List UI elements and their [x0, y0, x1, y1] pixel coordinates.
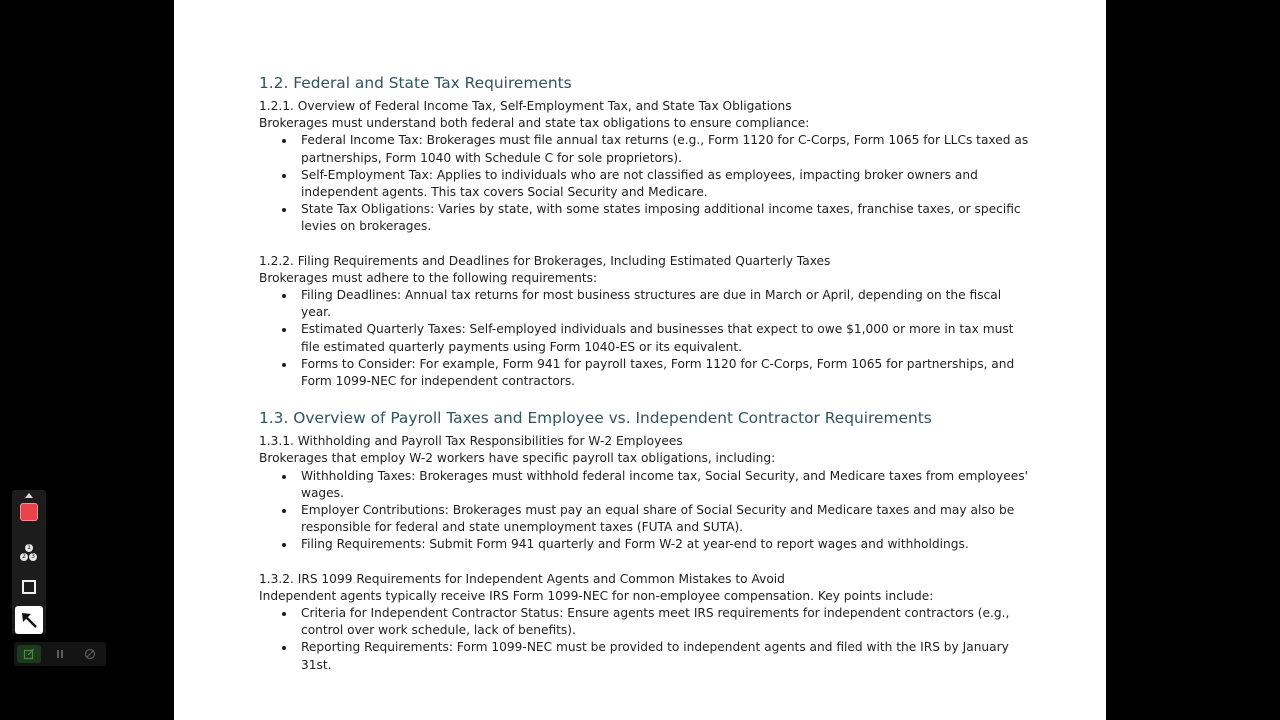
step-number: 3 [29, 553, 37, 561]
paragraph-1-3-2: Independent agents typically receive IRS Form 1099-NEC for non-employee compensation. Key points include: [259, 588, 934, 603]
collapse-icon[interactable] [25, 493, 33, 498]
list-item: Filing Requirements: Submit Form 941 quarterly and Form W-2 at year-end to report wages and withholdings. [301, 536, 1029, 553]
list-item: Federal Income Tax: Brokerages must file annual tax returns (e.g., Form 1120 for C-Corps, Form 1065 for LLCs taxed as partnerships, Form 1040 with Schedule C for sole proprietors). [301, 132, 1029, 166]
paragraph-1-2-1: Brokerages must understand both federal and state tax obligations to ensure compliance: [259, 116, 810, 131]
list-item: Reporting Requirements: Form 1099-NEC must be provided to independent agents and filed with the IRS by January 31st. [301, 639, 1029, 673]
section-heading-1-2: 1.2. Federal and State Tax Requirements [259, 74, 572, 92]
list-item: Criteria for Independent Contractor Status: Ensure agents meet IRS requirements for independent contractors (e.g., control over work schedule, lack of benefits). [301, 605, 1029, 639]
spacer [259, 390, 1029, 408]
numbered-steps-icon[interactable] [20, 544, 38, 562]
document-page [174, 0, 1106, 720]
spacer [259, 236, 1029, 253]
annotation-toolbar [12, 490, 46, 634]
edit-glyph [23, 648, 35, 660]
rectangle-icon[interactable] [22, 580, 36, 594]
stop-glyph [84, 648, 96, 660]
pointer-arrow-icon[interactable] [15, 606, 43, 634]
list-item: Estimated Quarterly Taxes: Self-employed individuals and businesses that expect to owe $1,000 or more in tax must file estimated quarterly payments using Form 1040-ES or its equivalent. [301, 321, 1029, 355]
list-item: Self-Employment Tax: Applies to individuals who are not classified as employees, impacting broker owners and independent agents. This tax covers Social Security and Medicare. [301, 167, 1029, 201]
color-swatch[interactable] [20, 503, 38, 521]
subsection-heading-1-2-1: 1.2.1. Overview of Federal Income Tax, Self-Employment Tax, and State Tax Obligations [259, 99, 792, 113]
list-item: Employer Contributions: Brokerages must pay an equal share of Social Security and Medicare taxes and may also be responsible for federal and state unemployment taxes (FUTA and SUTA). [301, 502, 1029, 536]
paragraph-1-3-1: Brokerages that employ W-2 workers have specific payroll tax obligations, including: [259, 451, 776, 466]
step-number: 2 [20, 553, 28, 561]
subsection-heading-1-3-1: 1.3.1. Withholding and Payroll Tax Responsibilities for W-2 Employees [259, 434, 683, 449]
spacer [259, 554, 1029, 571]
subsection-heading-1-2-2: 1.2.2. Filing Requirements and Deadlines for Brokerages, Including Estimated Quarterly Taxes [259, 253, 831, 268]
subsection-heading-1-3-2: 1.3.2. IRS 1099 Requirements for Independent Agents and Common Mistakes to Avoid [259, 571, 785, 586]
list-item: State Tax Obligations: Varies by state, with some states imposing additional income taxes, franchise taxes, or specific levies on brokerages. [301, 201, 1029, 235]
list-item: Withholding Taxes: Brokerages must withhold federal income tax, Social Security, and Medicare taxes from employees' wages. [301, 468, 1029, 502]
section-heading-1-3: 1.3. Overview of Payroll Taxes and Employee vs. Independent Contractor Requirements [259, 409, 932, 428]
bullet-list-1-3-1 [259, 468, 1029, 554]
paragraph-1-2-2: Brokerages must adhere to the following requirements: [259, 270, 598, 285]
edit-icon[interactable] [17, 645, 41, 663]
pause-glyph [55, 649, 65, 659]
pause-icon[interactable] [48, 645, 72, 663]
list-item: Forms to Consider: For example, Form 941 for payroll taxes, Form 1120 for C-Corps, Form 1065 for partnerships, and Form 1099-NEC for independent contractors. [301, 356, 1029, 390]
bullet-list-1-2-2 [259, 287, 1029, 390]
list-item: Filing Deadlines: Annual tax returns for most business structures are due in March or April, depending on the fiscal year. [301, 287, 1029, 321]
stop-icon[interactable] [78, 645, 102, 663]
pointer-arrow-glyph [19, 610, 39, 630]
document-body [259, 73, 1029, 674]
bullet-list-1-2-1 [259, 132, 1029, 235]
step-number: 1 [25, 544, 33, 552]
bullet-list-1-3-2 [259, 605, 1029, 674]
recording-controls [14, 642, 106, 666]
